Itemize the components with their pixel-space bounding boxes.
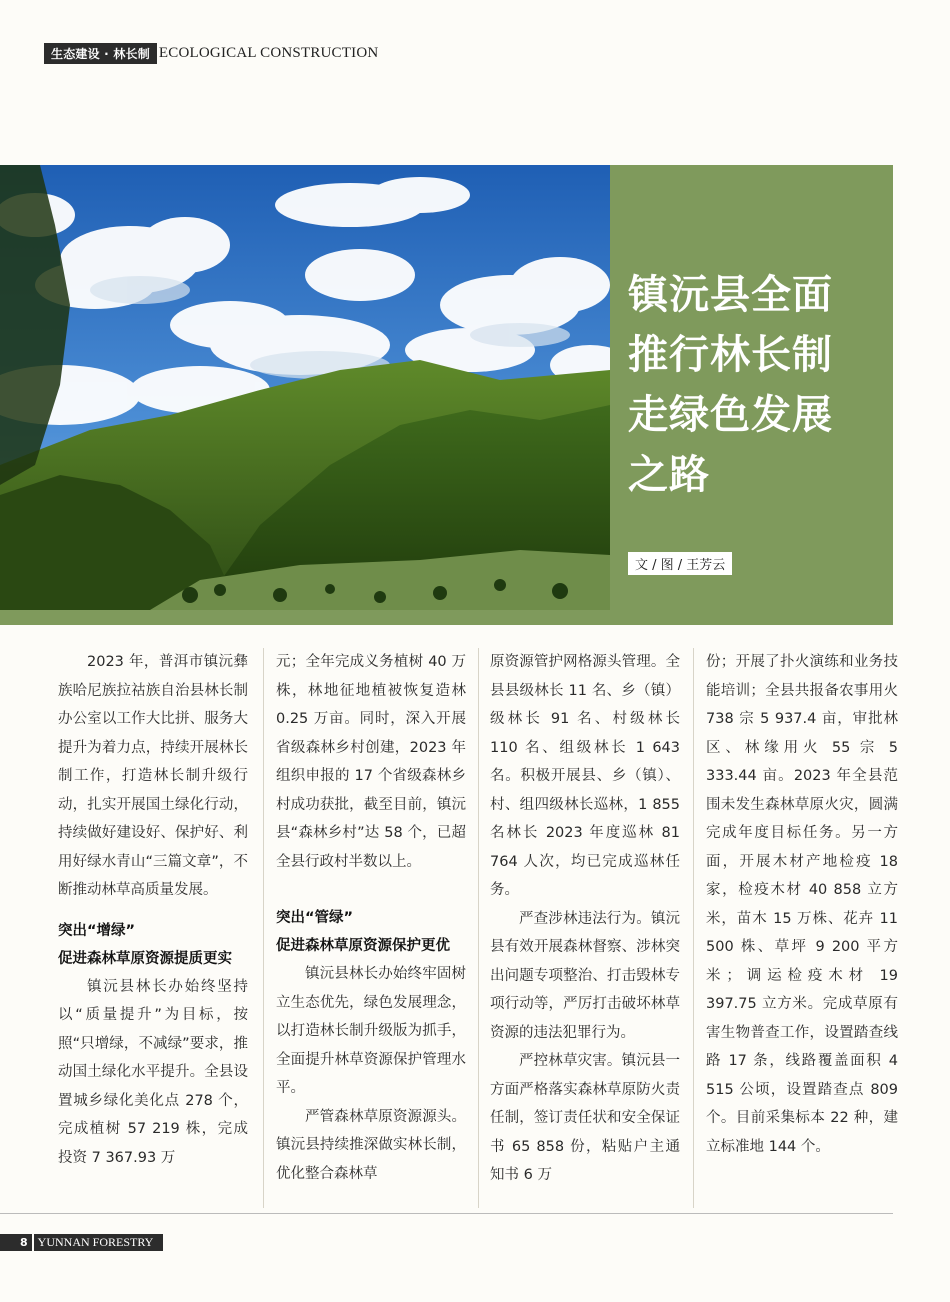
- section-subheading: 促进森林草原资源提质更实: [58, 950, 232, 967]
- page-number: 8: [0, 1234, 32, 1251]
- forest-landscape-illustration: [0, 165, 610, 610]
- page-footer: [0, 1234, 163, 1251]
- title-panel-strip: [0, 610, 610, 625]
- column-divider: [693, 648, 694, 1208]
- paragraph: 镇沅县林长办始终坚持以“质量提升”为目标，按照“只增绿，不减绿”要求，推动国土绿化水平提升。全县设置城乡绿化美化点 278 个，完成植树 57 219 株，完成投资 7 367.93 万: [58, 978, 248, 1166]
- byline: 文 / 图 / 王芳云: [628, 552, 732, 575]
- paragraph: 镇沅县林长办始终牢固树立生态优先，绿色发展理念，以打造林长制升级版为抓手，全面提升林草资源保护管理水平。: [276, 966, 466, 1096]
- column-divider: [478, 648, 479, 1208]
- article-column-3: [490, 648, 680, 1190]
- section-label-cn: 生态建设 · 林长制: [44, 43, 157, 64]
- paragraph: 元；全年完成义务植树 40 万株，林地征地植被恢复造林 0.25 万亩。同时，深入开展省级森林乡村创建，2023 年组织申报的 17 个省级森林乡村成功获批，截至目前，镇沅县“森林乡村”达 58 个，已超全县行政村半数以上。: [276, 654, 466, 870]
- section-heading: 突出“增绿”: [58, 922, 136, 939]
- column-divider: [263, 648, 264, 1208]
- paragraph: 严管森林草原资源源头。镇沅县持续推深做实林长制，优化整合森林草: [276, 1108, 466, 1182]
- article-title-line: 之路: [628, 452, 710, 498]
- forest-landscape-photo: [0, 165, 610, 610]
- section-label: [44, 42, 378, 64]
- article-title-line: 走绿色发展: [628, 392, 833, 438]
- article-title-line: 推行林长制: [628, 332, 833, 378]
- article-column-1: [58, 648, 248, 1172]
- magazine-name: YUNNAN FORESTRY: [32, 1234, 164, 1251]
- paragraph: 严查涉林违法行为。镇沅县有效开展森林督察、涉林突出问题专项整治、打击毁林专项行动等，严厉打击破坏林草资源的违法犯罪行为。: [490, 910, 680, 1041]
- paragraph: 2023 年，普洱市镇沅彝族哈尼族拉祜族自治县林长制办公室以工作大比拼、服务大提升为着力点，持续开展林长制工作，打造林长制升级行动，扎实开展国土绿化行动，持续做好建设好、保护好、利用好绿水青山“三篇文章”，不断推动林草高质量发展。: [58, 654, 248, 898]
- footer-rule: [0, 1213, 893, 1214]
- article-column-4: [706, 648, 898, 1161]
- section-subheading: 促进森林草原资源保护更优: [276, 938, 450, 954]
- paragraph: 原资源管护网格源头管理。全县县级林长 11 名、乡（镇）级林长 91 名、村级林长 110 名、组级林长 1 643 名。积极开展县、乡（镇）、村、组四级林长巡林，1 855 名林长 2023 年度巡林 81 764 人次，均已完成巡林任务。: [490, 654, 680, 898]
- paragraph: 严控林草灾害。镇沅县一方面严格落实森林草原防火责任制，签订责任状和安全保证书 65 858 份，粘贴户主通知书 6 万: [490, 1053, 680, 1183]
- article-title: [628, 265, 888, 505]
- paragraph: 份；开展了扑火演练和业务技能培训；全县共报备农事用火 738 宗 5 937.4 亩，审批林区、林缘用火 55 宗 5 333.44 亩。2023 年全县范围未发生森林草原火灾，圆满完成年度目标任务。另一方面，开展木材产地检疫 18 家，检疫木材 40 858 立方米，苗木 15 万株、花卉 11 500 株、草坪 9 200 平方米；调运检疫木材 19 397.75 立方米。完成草原有害生物普查工作，设置踏查线路 17 条，线路覆盖面积 4 515 公顷，设置踏查点 809 个。目前采集标本 22 种，建立标准地 144 个。: [706, 654, 898, 1155]
- article-column-2: [276, 648, 466, 1188]
- section-label-en: ECOLOGICAL CONSTRUCTION: [158, 44, 379, 61]
- article-title-line: 镇沅县全面: [628, 272, 833, 318]
- section-heading: 突出“管绿”: [276, 910, 354, 926]
